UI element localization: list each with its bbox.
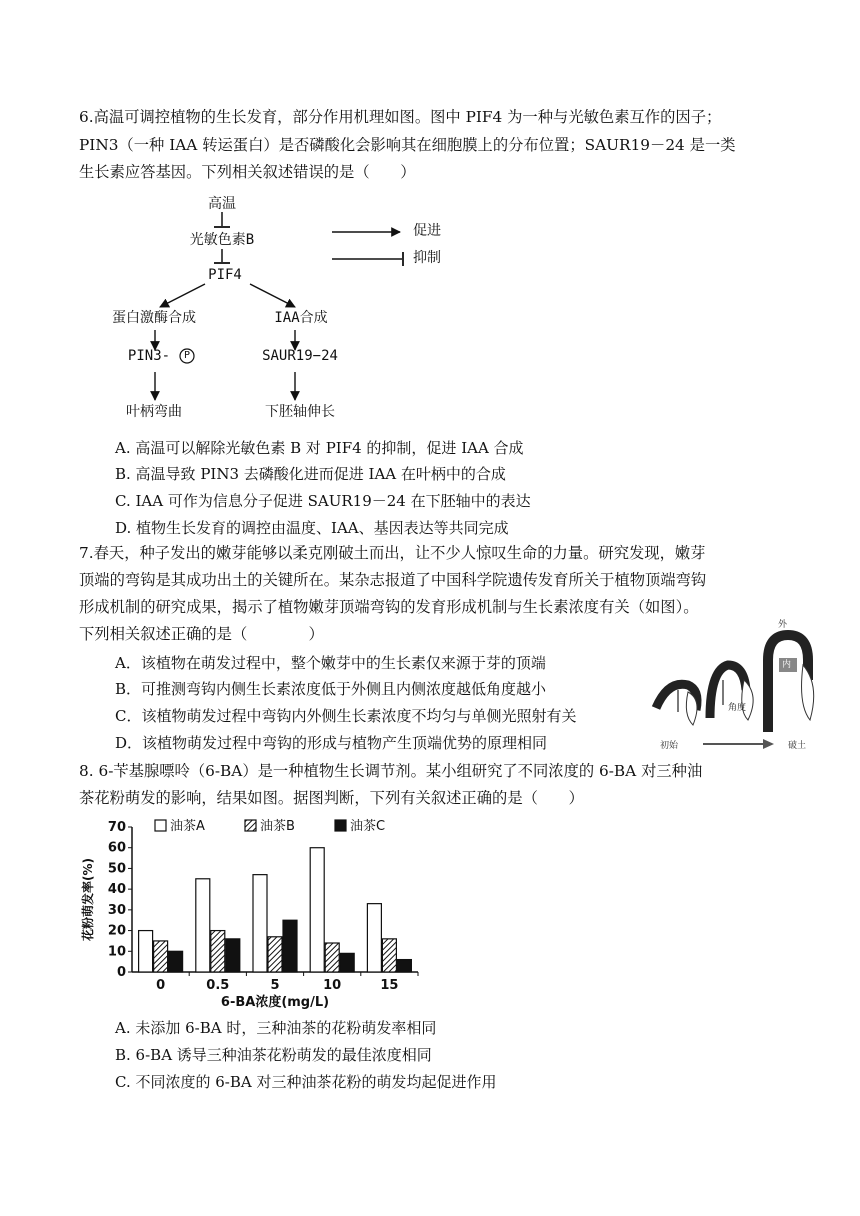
legend-label-油茶B: 油茶B — [260, 819, 295, 834]
q8-option-c[interactable]: C. 不同浓度的 6-BA 对三种油茶花粉的萌发均起促进作用 — [115, 1073, 497, 1091]
y-tick-label: 30 — [107, 902, 126, 918]
q7-option-b[interactable]: B．可推测弯钩内侧生长素浓度低于外侧且内侧浓度越低角度越小 — [115, 680, 547, 698]
legend-swatch-油茶B — [245, 820, 256, 831]
legend-swatch-油茶A — [155, 820, 166, 831]
promote-arrow-right — [250, 284, 295, 307]
q7-line-2: 顶端的弯钩是其成功出土的关键所在。某杂志报道了中国科学院遗传发育所关于植物顶端弯钩 — [79, 571, 707, 589]
hook-label-inner: 内 — [782, 660, 792, 670]
flowchart-arrows — [0, 0, 860, 440]
node-high-temp: 高温 — [208, 196, 236, 212]
node-iaa-synthesis: IAA合成 — [274, 310, 328, 326]
bar-油茶C-0.5 — [226, 939, 240, 972]
hook-drawing — [648, 620, 818, 755]
node-petiole-bending: 叶柄弯曲 — [126, 404, 182, 420]
y-axis-label: 花粉萌发率(%) — [81, 858, 95, 941]
hook-label-outer: 外 — [778, 620, 788, 630]
q8-chart — [70, 815, 430, 1015]
q6-option-d[interactable]: D. 植物生长发育的调控由温度、IAA、基因表达等共同完成 — [115, 519, 509, 537]
y-tick-label: 50 — [107, 861, 126, 877]
q7-option-d[interactable]: D．该植物萌发过程中弯钩的形成与植物产生顶端优势的原理相同 — [115, 734, 548, 752]
bar-油茶B-0.5 — [211, 931, 225, 972]
node-pif4: PIF4 — [208, 267, 242, 283]
bar-油茶A-15 — [367, 904, 381, 972]
legend-promote-label: 促进 — [413, 223, 441, 239]
x-tick-label: 15 — [380, 978, 399, 993]
phospho-label: P — [183, 350, 191, 361]
node-phytochrome-b: 光敏色素B — [189, 232, 255, 248]
legend-swatch-油茶C — [335, 820, 346, 831]
legend-label-油茶C: 油茶C — [350, 819, 386, 834]
y-tick-label: 10 — [107, 944, 126, 960]
bar-油茶B-0 — [154, 941, 168, 972]
x-axis-label: 6-BA浓度(mg/L) — [220, 995, 330, 1010]
bar-油茶A-0.5 — [196, 879, 210, 972]
q7-line-3: 形成机制的研究成果，揭示了植物嫩芽顶端弯钩的发育形成机制与生长素浓度有关（如图）。 — [79, 598, 699, 616]
q7-line-1: 7.春天，种子发出的嫩芽能够以柔克刚破土而出，让不少人惊叹生命的力量。研究发现，嫩芽 — [79, 544, 706, 562]
promote-arrow-left — [160, 284, 205, 307]
node-hypocotyl-elongation: 下胚轴伸长 — [265, 404, 335, 420]
bar-油茶B-5 — [268, 937, 282, 972]
hook-label-start: 初始 — [660, 741, 679, 751]
bar-油茶B-10 — [325, 943, 339, 972]
q6-line-2: PIN3（一种 IAA 转运蛋白）是否磷酸化会影响其在细胞膜上的分布位置；SAUR19－24 是一类 — [79, 136, 736, 154]
bar-油茶C-0 — [169, 951, 183, 972]
x-tick-label: 5 — [270, 978, 280, 993]
q6-option-a[interactable]: A. 高温可以解除光敏色素 B 对 PIF4 的抑制，促进 IAA 合成 — [115, 439, 524, 457]
bar-油茶C-15 — [397, 960, 411, 972]
bar-油茶C-5 — [283, 920, 297, 972]
bar-油茶C-10 — [340, 953, 354, 972]
node-pin3: PIN3- — [127, 348, 171, 364]
q6-option-c[interactable]: C. IAA 可作为信息分子促进 SAUR19－24 在下胚轴中的表达 — [115, 492, 531, 510]
bar-chart — [70, 815, 430, 1015]
bar-油茶A-0 — [139, 931, 153, 972]
q7-option-a[interactable]: A．该植物在萌发过程中，整个嫩芽中的生长素仅来源于芽的顶端 — [115, 654, 546, 672]
legend-label-油茶A: 油茶A — [170, 819, 205, 834]
bar-油茶B-15 — [382, 939, 396, 972]
y-tick-label: 0 — [116, 965, 126, 980]
bar-油茶A-10 — [310, 848, 324, 972]
legend-inhibit-label: 抑制 — [413, 250, 441, 266]
q7-line-4: 下列相关叙述正确的是（ ） — [79, 625, 324, 643]
x-tick-label: 0.5 — [206, 978, 230, 993]
q8-option-b[interactable]: B. 6-BA 诱导三种油茶花粉萌发的最佳浓度相同 — [115, 1046, 432, 1064]
x-tick-label: 10 — [323, 978, 342, 993]
q6-line-3: 生长素应答基因。下列相关叙述错误的是（ ） — [79, 163, 416, 181]
node-saur: SAUR19−24 — [262, 348, 338, 364]
x-tick-label: 0 — [156, 978, 166, 993]
bar-油茶A-5 — [253, 875, 267, 972]
q7-option-c[interactable]: C．该植物萌发过程中弯钩内外侧生长素浓度不均匀与单侧光照射有关 — [115, 707, 577, 725]
q7-hook-figure — [648, 620, 818, 755]
y-tick-label: 20 — [107, 923, 126, 939]
q6-line-1: 6.高温可调控植物的生长发育，部分作用机理如图。图中 PIF4 为一种与光敏色素互作的因子； — [79, 108, 722, 126]
y-tick-label: 60 — [107, 840, 126, 856]
q8-line-2: 茶花粉萌发的影响，结果如图。据图判断，下列有关叙述正确的是（ ） — [79, 789, 584, 807]
q8-line-1: 8. 6-苄基腺嘌呤（6-BA）是一种植物生长调节剂。某小组研究了不同浓度的 6-BA 对三种油 — [79, 762, 703, 780]
y-tick-label: 40 — [107, 882, 126, 898]
node-protein-kinase: 蛋白激酶合成 — [112, 310, 196, 326]
y-tick-label: 70 — [107, 820, 126, 835]
hook-label-angle: 角度 — [728, 703, 747, 713]
hook-label-emerge: 破土 — [788, 741, 807, 751]
q8-option-a[interactable]: A. 未添加 6-BA 时，三种油茶的花粉萌发率相同 — [115, 1019, 437, 1037]
q6-option-b[interactable]: B. 高温导致 PIN3 去磷酸化进而促进 IAA 在叶柄中的合成 — [115, 465, 506, 483]
